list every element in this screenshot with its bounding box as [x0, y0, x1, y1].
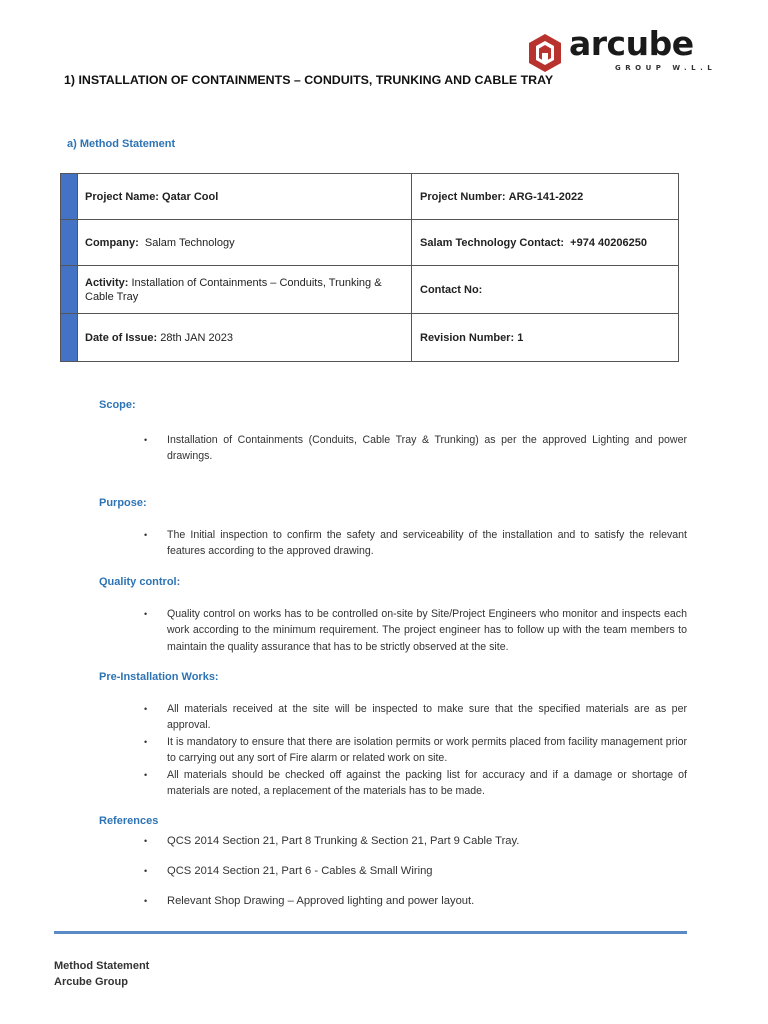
list-item-text: Relevant Shop Drawing – Approved lighting and power layout. — [167, 895, 475, 907]
company-cell — [78, 220, 412, 266]
project-info-table — [60, 173, 679, 362]
table-row — [61, 314, 679, 362]
activity-value: Installation of Containments – Conduits, Trunking & Cable Tray — [85, 276, 382, 303]
contact-no-cell — [412, 266, 679, 314]
company-contact-cell — [412, 220, 679, 266]
list-item-text: All materials should be checked off against the packing list for accuracy and if a damage or shortage of materials are noted, a replacement of the materials has to be made. — [167, 768, 687, 798]
revision-label: Revision Number: — [420, 331, 515, 344]
revision-cell — [412, 314, 679, 362]
company-label: Company: — [85, 236, 139, 249]
list-item — [140, 833, 687, 849]
purpose-heading: Purpose: — [99, 497, 147, 509]
quality-control-list — [140, 606, 687, 655]
date-value: 28th JAN 2023 — [160, 331, 233, 344]
page-footer — [54, 958, 149, 990]
company-logo — [527, 24, 717, 74]
row-marker — [61, 266, 78, 314]
quality-control-heading: Quality control: — [99, 576, 181, 588]
bullet-icon: • — [144, 836, 148, 846]
logo-wordmark: arcube — [569, 24, 694, 63]
project-number-cell — [412, 174, 679, 220]
activity-cell — [78, 266, 412, 314]
list-item — [140, 863, 687, 879]
list-item-text: QCS 2014 Section 21, Part 8 Trunking & Section 21, Part 9 Cable Tray. — [167, 835, 520, 847]
list-item — [140, 432, 687, 465]
list-item-text: All materials received at the site will be inspected to make sure that the specified materials are as per approval. — [167, 703, 687, 732]
bullet-icon: • — [144, 704, 148, 714]
row-marker — [61, 220, 78, 266]
project-name-value: Qatar Cool — [162, 190, 219, 203]
list-item-text: QCS 2014 Section 21, Part 6 - Cables & Small Wiring — [167, 865, 433, 877]
bullet-icon: • — [144, 530, 148, 540]
table-row — [61, 220, 679, 266]
references-list — [140, 833, 687, 923]
section-label: a) Method Statement — [67, 138, 176, 150]
date-label: Date of Issue: — [85, 331, 158, 344]
project-name-cell — [78, 174, 412, 220]
scope-heading: Scope: — [99, 399, 136, 411]
row-marker — [61, 174, 78, 220]
footer-line-2: Arcube Group — [54, 976, 128, 988]
list-item — [140, 734, 687, 767]
company-value: Salam Technology — [144, 236, 235, 249]
pre-installation-heading: Pre-Installation Works: — [99, 671, 219, 683]
scope-list — [140, 432, 687, 465]
bullet-icon: • — [144, 769, 148, 780]
list-item — [140, 606, 687, 655]
footer-divider — [54, 931, 687, 934]
logo-subtitle: GROUP W.L.L — [615, 64, 717, 72]
revision-value: 1 — [517, 331, 524, 344]
bullet-icon: • — [144, 896, 148, 906]
pre-installation-list — [140, 701, 687, 799]
list-item — [140, 893, 687, 909]
project-name-label: Project Name: — [85, 190, 159, 203]
list-item — [140, 701, 687, 734]
arcube-logo-icon — [527, 33, 563, 73]
bullet-icon: • — [144, 435, 148, 445]
list-item-text: The Initial inspection to confirm the safety and serviceability of the installation and to satisfy the relevant features according to the approved drawing. — [167, 529, 687, 558]
table-row — [61, 266, 679, 314]
date-cell — [78, 314, 412, 362]
company-contact-label: Salam Technology Contact: — [420, 236, 565, 249]
purpose-list — [140, 527, 687, 560]
company-contact-value: +974 40206250 — [570, 236, 647, 249]
footer-line-1: Method Statement — [54, 960, 150, 972]
project-number-label: Project Number: — [420, 190, 506, 203]
bullet-icon: • — [144, 866, 148, 876]
list-item-text: It is mandatory to ensure that there are isolation permits or work permits placed from facility management prior to carrying out any sort of Fire alarm or related work on site. — [167, 735, 687, 765]
list-item-text: Quality control on works has to be controlled on-site by Site/Project Engineers who monitor and inspects each work according to the minimum requirement. The project engineer has to follow up with the team members to maintain the quality assurance that has to be strictly observed at the site. — [167, 608, 687, 653]
project-number-value: ARG-141-2022 — [508, 190, 584, 203]
list-item-text: Installation of Containments (Conduits, Cable Tray & Trunking) as per the approved Lighting and power drawings. — [167, 434, 687, 463]
table-row — [61, 174, 679, 220]
list-item — [140, 527, 687, 560]
contact-no-label: Contact No: — [420, 283, 483, 296]
document-title: 1) INSTALLATION OF CONTAINMENTS – CONDUITS, TRUNKING AND CABLE TRAY — [64, 73, 554, 87]
bullet-icon: • — [144, 609, 148, 619]
bullet-icon: • — [144, 736, 148, 747]
references-heading: References — [99, 815, 159, 827]
list-item — [140, 767, 687, 800]
row-marker — [61, 314, 78, 362]
activity-label: Activity: — [85, 276, 129, 289]
